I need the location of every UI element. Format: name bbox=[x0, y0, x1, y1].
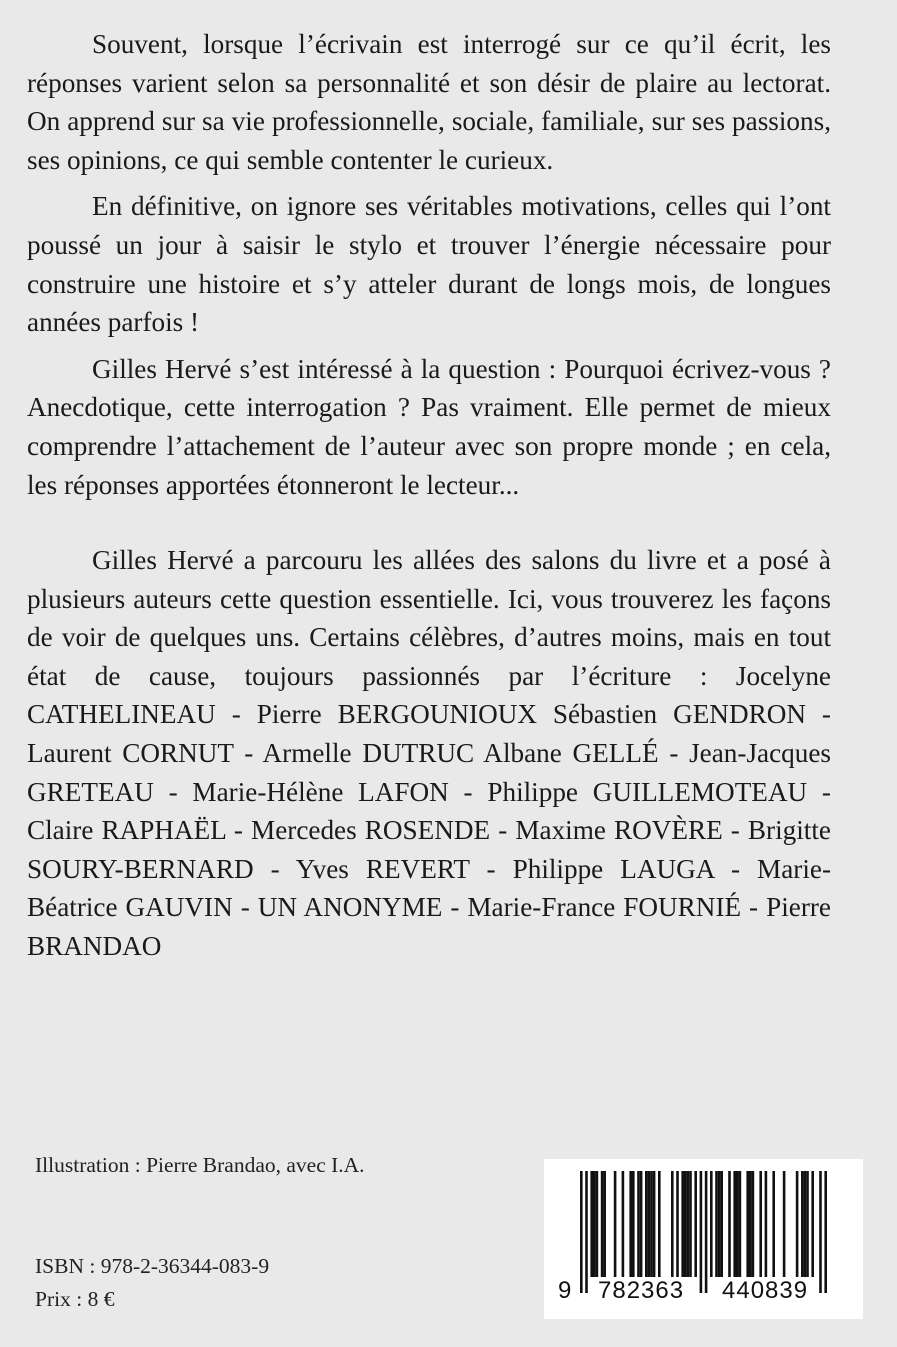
barcode-bar bbox=[632, 1171, 635, 1277]
barcode-guard-bar bbox=[585, 1171, 588, 1293]
barcode-bar bbox=[645, 1171, 648, 1277]
barcode-guard-bar bbox=[705, 1171, 708, 1293]
barcode-bar bbox=[689, 1171, 692, 1277]
barcode-bar bbox=[687, 1171, 690, 1277]
illustration-credit: Illustration : Pierre Brandao, avec I.A. bbox=[35, 1153, 365, 1177]
barcode-guard-bar bbox=[824, 1171, 827, 1293]
barcode-bar bbox=[658, 1171, 661, 1277]
isbn-text: ISBN : 978-2-36344-083-9 bbox=[35, 1254, 270, 1278]
blurb-paragraph: Souvent, lorsque l’écrivain est interrogé sur ce qu’il écrit, les réponses varient selon sa personnalité et son désir de plaire au lectorat. On apprend sur sa vie professionnelle, sociale, familiale, sur ses passions, ses opinions, ce qui semble contenter le curieux. bbox=[27, 29, 831, 175]
barcode-bar bbox=[590, 1171, 593, 1277]
barcode-bar bbox=[653, 1171, 656, 1277]
barcode-bar bbox=[603, 1171, 606, 1277]
barcode-bar bbox=[629, 1171, 632, 1277]
barcode-left-group: 782363 bbox=[598, 1277, 685, 1304]
back-cover-blurb bbox=[27, 25, 831, 512]
barcode-first-digit: 9 bbox=[558, 1277, 572, 1304]
barcode-guard-bar bbox=[580, 1171, 583, 1293]
barcode-bar bbox=[811, 1171, 814, 1277]
barcode-bar bbox=[759, 1171, 762, 1277]
barcode-bar bbox=[648, 1171, 651, 1277]
barcode-bar bbox=[681, 1171, 684, 1277]
barcode-bar bbox=[593, 1171, 596, 1277]
barcode-bar bbox=[671, 1171, 674, 1277]
barcode-bar bbox=[676, 1171, 679, 1277]
barcode-bar bbox=[710, 1171, 713, 1277]
barcode-guard-bar bbox=[700, 1171, 703, 1293]
blurb-paragraph: En définitive, on ignore ses véritables motivations, celles qui l’ont poussé un jour à saisir le stylo et trouver l’énergie nécessaire pour construire une histoire et s’y atteler durant de longs mois, de longues années parfois ! bbox=[27, 191, 831, 338]
isbn-barcode bbox=[544, 1159, 863, 1319]
barcode-bar bbox=[728, 1171, 731, 1277]
barcode-bar bbox=[806, 1171, 809, 1277]
barcode-digits bbox=[544, 1277, 863, 1311]
barcode-bar bbox=[684, 1171, 687, 1277]
barcode-bar bbox=[804, 1171, 807, 1277]
blurb-paragraph: Gilles Hervé s’est intéressé à la question : Pourquoi écrivez-vous ? Anecdotique, cette interrogation ? Pas vraiment. Elle permet de mieux comprendre l’attachement de l’auteur avec son propre monde ; en cela, les réponses apportées étonneront le lecteur... bbox=[27, 353, 831, 500]
barcode-bar bbox=[749, 1171, 752, 1277]
barcode-bar bbox=[739, 1171, 742, 1277]
barcode-bar bbox=[715, 1171, 718, 1277]
barcode-bar bbox=[736, 1171, 739, 1277]
barcode-bar bbox=[746, 1171, 749, 1277]
barcode-right-group: 440839 bbox=[722, 1277, 809, 1304]
price-text: Prix : 8 € bbox=[35, 1287, 115, 1311]
barcode-bar bbox=[637, 1171, 640, 1277]
barcode-bar bbox=[694, 1171, 697, 1277]
barcode-bar bbox=[796, 1171, 799, 1277]
barcode-bar bbox=[718, 1171, 721, 1277]
barcode-bar bbox=[601, 1171, 604, 1277]
barcode-bar bbox=[772, 1171, 775, 1277]
barcode-bar bbox=[733, 1171, 736, 1277]
barcode-bar bbox=[650, 1171, 653, 1277]
barcode-bar bbox=[765, 1171, 768, 1277]
barcode-bar bbox=[622, 1171, 625, 1277]
author-list-paragraph: Gilles Hervé a parcouru les allées des salons du livre et a posé à plusieurs auteurs cette question essentielle. Ici, vous trouverez les façons de voir de quelques uns. Certains célèbres, d’autres moins, mais en tout état de cause, toujours passionnés par l’écriture : Jocelyne CATHELINEAU - Pierre BERGOUNIOUX Sébastien GENDRON - Laurent CORNUT - Armelle DUTRUC Albane GELLÉ - Jean-Jacques GRETEAU - Marie-Hélène LAFON - Philippe GUILLEMOTEAU - Claire RAPHAËL - Mercedes ROSENDE - Maxime ROVÈRE - Brigitte SOURY-BERNARD - Yves REVERT - Philippe LAUGA - Marie-Béatrice GAUVIN - UN ANONYME - Marie-France FOURNIÉ - Pierre BRANDAO bbox=[27, 545, 831, 961]
barcode-bar bbox=[752, 1171, 755, 1277]
author-list-section bbox=[27, 541, 831, 974]
barcode-bar bbox=[801, 1171, 804, 1277]
barcode-bar bbox=[614, 1171, 617, 1277]
barcode-bar bbox=[640, 1171, 643, 1277]
barcode-bar bbox=[596, 1171, 599, 1277]
barcode-guard-bar bbox=[819, 1171, 822, 1293]
barcode-bar bbox=[720, 1171, 723, 1277]
barcode-bar bbox=[783, 1171, 786, 1277]
